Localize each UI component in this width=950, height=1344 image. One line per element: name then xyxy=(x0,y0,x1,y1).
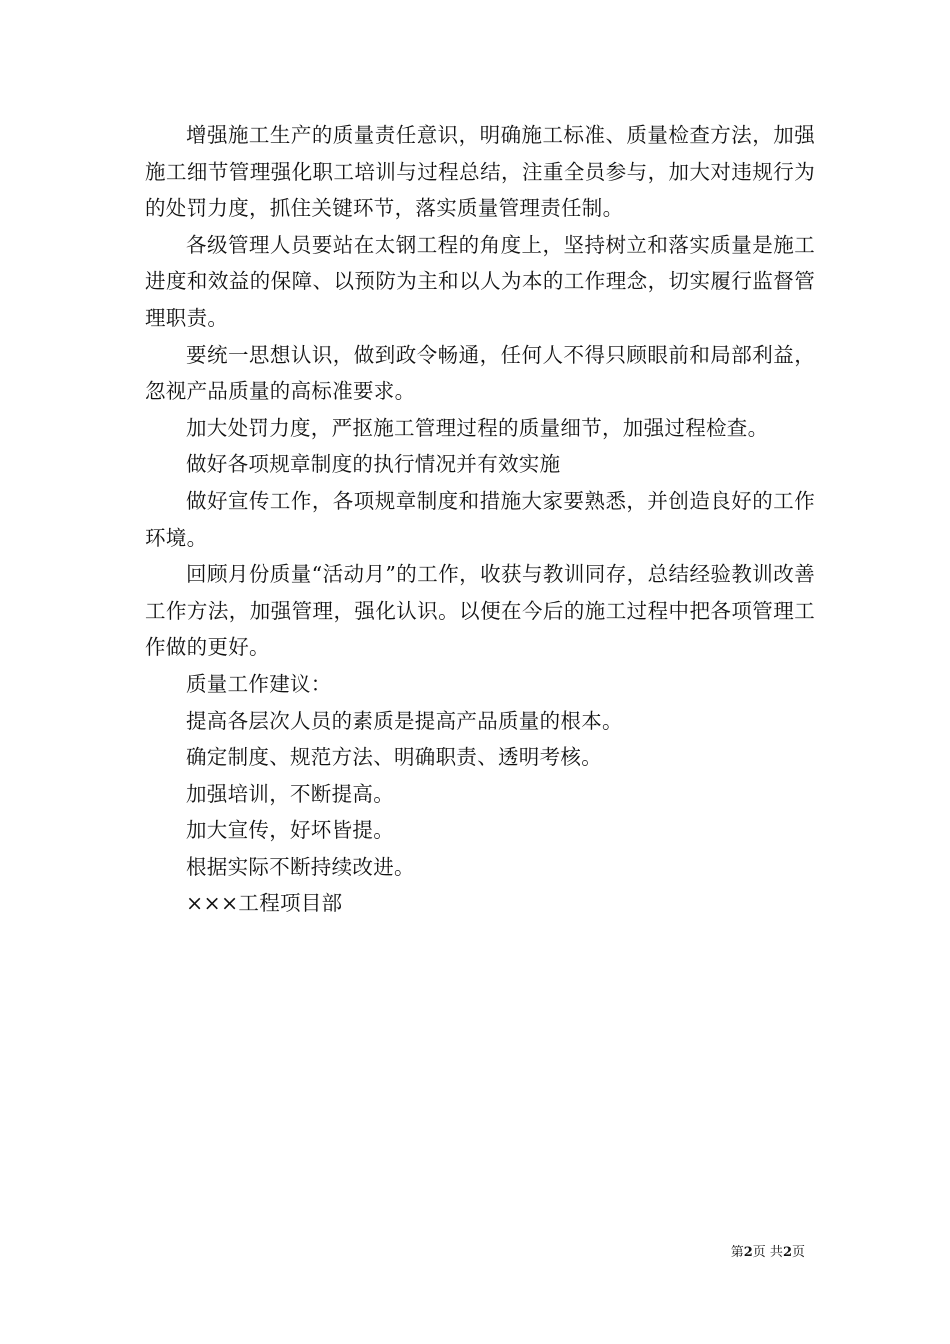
paragraph-management-staff: 各级管理人员要站在太钢工程的角度上，坚持树立和落实质量是施工进度和效益的保障、以预防为主和以人为本的工作理念，切实履行监督管理职责。 xyxy=(145,232,815,330)
page-number-footer xyxy=(731,1245,805,1261)
document-body xyxy=(145,117,815,922)
paragraph-review: 回顾月份质量“活动月”的工作，收获与教训同存，总结经验教训改善工作方法，加强管理，强化认识。以便在今后的施工过程中把各项管理工作做的更好。 xyxy=(145,562,815,660)
paragraph-quality-responsibility: 增强施工生产的质量责任意识，明确施工标准、质量检查方法，加强施工细节管理强化职工培训与过程总结，注重全员参与，加大对违规行为的处罚力度，抓住关键环节，落实质量管理责任制。 xyxy=(145,123,815,221)
suggestion-item: 加大宣传，好坏皆提。 xyxy=(186,818,394,843)
footer-middle: 页 共 xyxy=(752,1245,783,1260)
paragraph-unify-thinking: 要统一思想认识，做到政令畅通，任何人不得只顾眼前和局部利益，忽视产品质量的高标准要求。 xyxy=(145,342,815,404)
footer-current-page: 2 xyxy=(743,1245,753,1260)
paragraph-regulations: 做好各项规章制度的执行情况并有效实施 xyxy=(186,452,561,477)
suggestions-heading: 质量工作建议： xyxy=(186,671,332,696)
footer-suffix: 页 xyxy=(791,1245,805,1260)
suggestion-item: 确定制度、规范方法、明确职责、透明考核。 xyxy=(186,745,602,770)
signature-department: ×××工程项目部 xyxy=(186,891,343,916)
suggestion-item: 提高各层次人员的素质是提高产品质量的根本。 xyxy=(186,708,623,733)
paragraph-publicity: 做好宣传工作，各项规章制度和措施大家要熟悉，并创造良好的工作环境。 xyxy=(145,488,815,550)
suggestion-item: 根据实际不断持续改进。 xyxy=(186,854,415,879)
paragraph-penalty: 加大处罚力度，严抠施工管理过程的质量细节，加强过程检查。 xyxy=(186,415,769,440)
footer-total-pages: 2 xyxy=(782,1245,792,1260)
suggestion-item: 加强培训，不断提高。 xyxy=(186,781,394,806)
footer-prefix: 第 xyxy=(730,1245,744,1260)
